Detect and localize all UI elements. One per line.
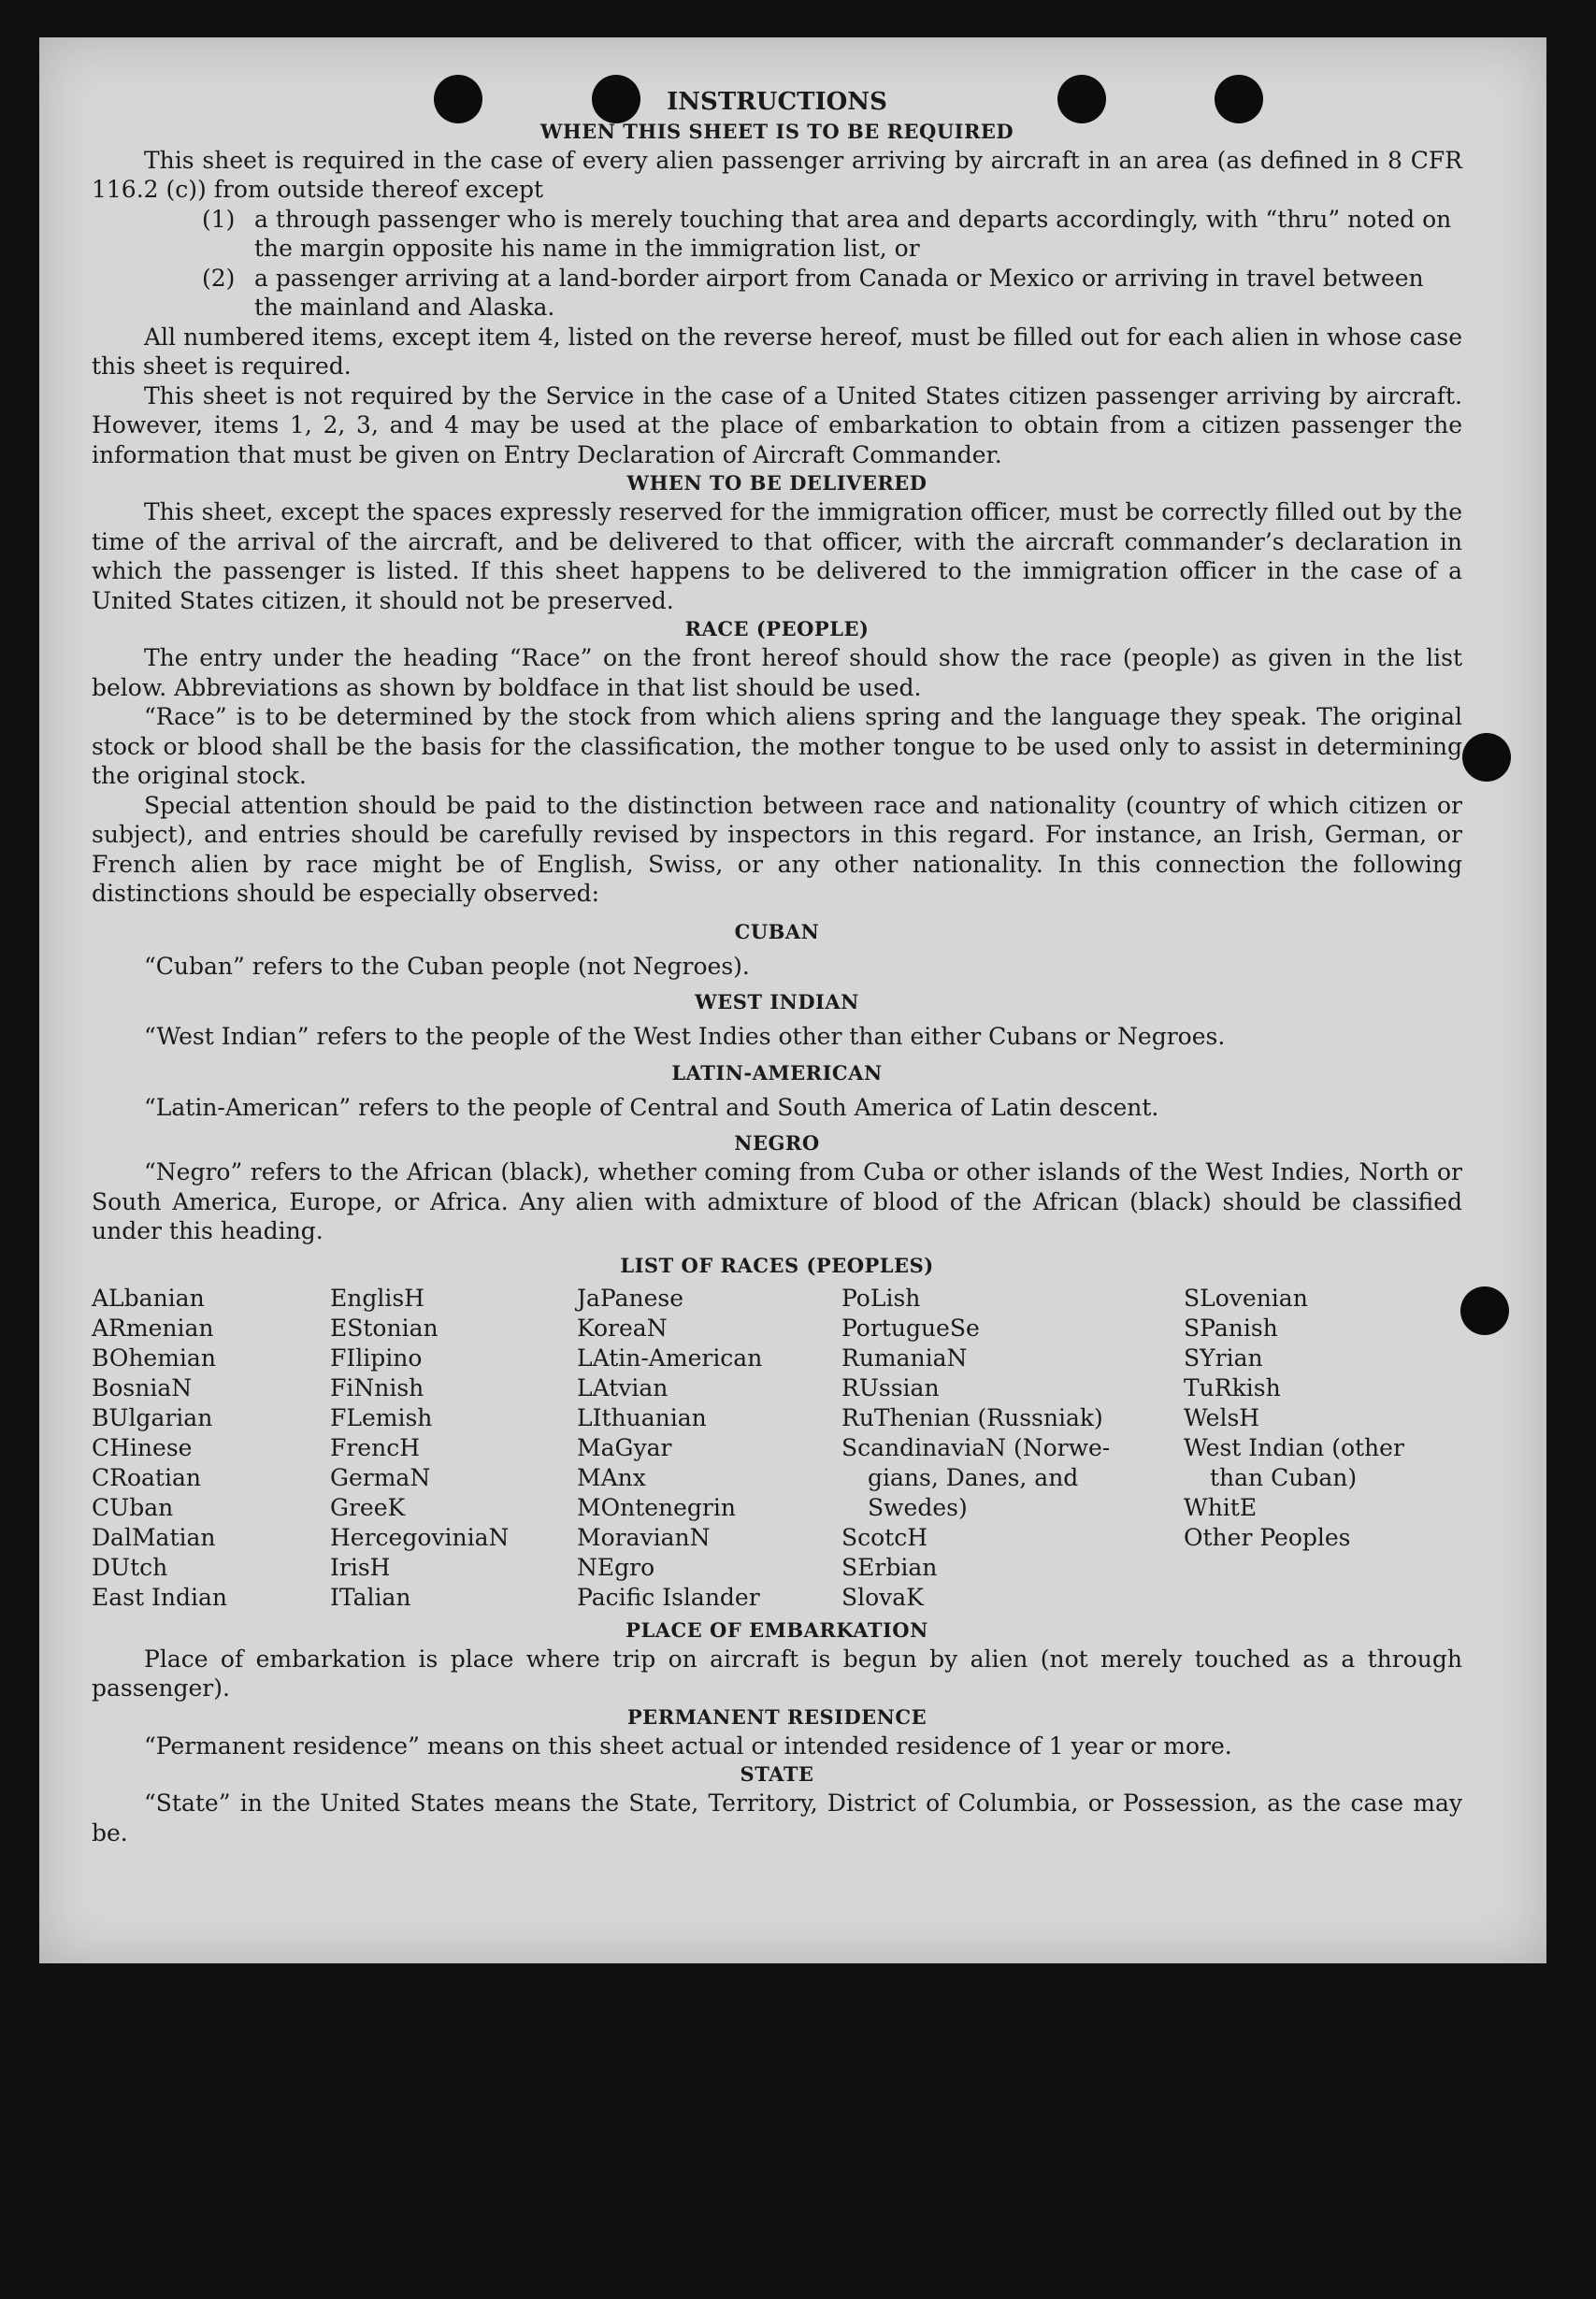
race-entry: East Indian — [92, 1583, 227, 1611]
race-entry: West Indian (other — [1184, 1433, 1404, 1461]
race-entry: SLovenian — [1184, 1284, 1308, 1312]
race-entry: EnglisH — [330, 1284, 424, 1312]
section-heading: LIST OF RACES (PEOPLES) — [620, 1253, 934, 1277]
paragraph: “Permanent residence” means on this sheet actual or intended residence of 1 year or more. — [144, 1731, 1232, 1760]
section-heading: WEST INDIAN — [695, 990, 859, 1013]
race-entry: BOhemian — [92, 1343, 216, 1372]
race-entry: CRoatian — [92, 1463, 201, 1491]
race-entry: BUlgarian — [92, 1403, 213, 1431]
punch-hole — [1460, 1286, 1509, 1335]
race-entry: MoravianN — [577, 1523, 711, 1551]
race-entry: SYrian — [1184, 1343, 1263, 1372]
item-number: (2) — [202, 264, 236, 292]
race-entry: WelsH — [1184, 1403, 1260, 1431]
paragraph: The entry under the heading “Race” on the front hereof should show the race (people) as given in the list below. Abbreviations as shown by boldface in that list should be used. — [92, 644, 1462, 701]
race-entry: DalMatian — [92, 1523, 216, 1551]
race-entry: TuRkish — [1184, 1373, 1281, 1401]
definition: “Cuban” refers to the Cuban people (not Negroes). — [144, 952, 750, 980]
list-item — [92, 205, 1462, 264]
punch-hole — [1462, 733, 1511, 782]
paragraph: This sheet, except the spaces expressly reserved for the immigration officer, must be correctly filled out by the time of the arrival of the aircraft, and be delivered to that officer, with the aircraft commander’s declaration in which the passenger is listed. If this sheet happens to be delivered to the immigration officer in the case of a United States citizen, it should not be preserved. — [92, 498, 1462, 614]
race-entry: BosniaN — [92, 1373, 193, 1401]
race-entry: Swedes) — [868, 1493, 968, 1521]
race-entry: JaPanese — [577, 1284, 684, 1312]
definition: “Negro” refers to the African (black), whether coming from Cuba or other islands of the West Indies, North or South America, Europe, or Africa. Any alien with admixture of blood of the African (black) should be classified under this heading. — [92, 1158, 1462, 1244]
race-entry: SlovaK — [841, 1583, 924, 1611]
definition: “Latin-American” refers to the people of Central and South America of Latin descent. — [144, 1093, 1159, 1121]
races-column — [841, 1284, 1184, 1613]
page-title: INSTRUCTIONS — [667, 88, 887, 116]
race-entry: LIthuanian — [577, 1403, 707, 1431]
section-heading: NEGRO — [734, 1131, 820, 1155]
item-text: a through passenger who is merely touching that area and departs accordingly, with “thru” noted on the margin opposite his name in the immigration list, or — [254, 205, 1452, 262]
paragraph: Special attention should be paid to the distinction between race and nationality (country of which citizen or subject), and entries should be carefully revised by inspectors in this regard. For instance, an Irish, German, or French alien by race might be of English, Swiss, or any other nationality. In this connection the following distinctions should be especially observed: — [92, 791, 1462, 907]
race-entry: ScandinaviaN (Norwe- — [841, 1433, 1111, 1461]
section-heading: PLACE OF EMBARKATION — [625, 1617, 928, 1642]
race-entry: ARmenian — [92, 1314, 214, 1342]
race-entry: ALbanian — [92, 1284, 205, 1312]
race-entry: RuThenian (Russniak) — [841, 1403, 1103, 1431]
races-column — [1184, 1284, 1462, 1613]
race-entry: KoreaN — [577, 1314, 668, 1342]
race-entry: EStonian — [330, 1314, 439, 1342]
races-table — [92, 1284, 1462, 1613]
race-entry: PortugueSe — [841, 1314, 980, 1342]
race-entry: gians, Danes, and — [868, 1463, 1079, 1491]
race-entry: NEgro — [577, 1553, 655, 1581]
race-entry: DUtch — [92, 1553, 168, 1581]
item-text: a passenger arriving at a land-border airport from Canada or Mexico or arriving in travel between the mainland and Alaska. — [254, 264, 1424, 321]
section-heading: WHEN TO BE DELIVERED — [626, 471, 927, 495]
race-entry: FLemish — [330, 1403, 433, 1431]
race-entry: ScotcH — [841, 1523, 928, 1551]
section-heading: CUBAN — [734, 919, 820, 943]
paragraph: All numbered items, except item 4, listed on the reverse hereof, must be filled out for each alien in whose case this sheet is required. — [92, 323, 1462, 380]
instructions-content — [92, 84, 1462, 1847]
race-entry: WhitE — [1184, 1493, 1258, 1521]
race-entry: FiNnish — [330, 1373, 424, 1401]
race-entry: Pacific Islander — [577, 1583, 760, 1611]
race-entry: FrencH — [330, 1433, 420, 1461]
paragraph: Place of embarkation is place where trip on aircraft is begun by alien (not merely touched as a through passenger). — [92, 1645, 1462, 1702]
race-entry: HercegoviniaN — [330, 1523, 510, 1551]
race-entry: PoLish — [841, 1284, 921, 1312]
races-column — [330, 1284, 577, 1613]
paragraph: This sheet is required in the case of every alien passenger arriving by aircraft in an area (as defined in 8 CFR 116.2 (c)) from outside thereof except — [92, 146, 1462, 203]
race-entry: MaGyar — [577, 1433, 672, 1461]
race-entry: IrisH — [330, 1553, 391, 1581]
race-entry: CHinese — [92, 1433, 193, 1461]
race-entry: Other Peoples — [1184, 1523, 1351, 1551]
race-entry: FIlipino — [330, 1343, 423, 1372]
race-entry: RUssian — [841, 1373, 940, 1401]
race-entry: RumaniaN — [841, 1343, 968, 1372]
races-column — [92, 1284, 330, 1613]
section-heading: PERMANENT RESIDENCE — [626, 1704, 927, 1729]
race-entry: CUban — [92, 1493, 174, 1521]
section-heading: STATE — [740, 1762, 814, 1786]
paragraph: This sheet is not required by the Service in the case of a United States citizen passenger arriving by aircraft. However, items 1, 2, 3, and 4 may be used at the place of embarkation to obtain from a citizen passenger the information that must be given on Entry Declaration of Aircraft Commander. — [92, 381, 1462, 468]
section-heading: RACE (PEOPLE) — [684, 617, 870, 640]
section-heading: WHEN THIS SHEET IS TO BE REQUIRED — [539, 119, 1014, 143]
race-entry: LAtvian — [577, 1373, 669, 1401]
race-entry: than Cuban) — [1210, 1463, 1358, 1491]
race-entry: GermaN — [330, 1463, 431, 1491]
definition: “West Indian” refers to the people of the West Indies other than either Cubans or Negroes. — [144, 1023, 1226, 1050]
list-item — [92, 264, 1462, 323]
race-entry: LAtin-American — [577, 1343, 763, 1372]
race-entry: SPanish — [1184, 1314, 1278, 1342]
race-entry: GreeK — [330, 1493, 406, 1521]
race-entry: MAnx — [577, 1463, 646, 1491]
race-entry: ITalian — [330, 1583, 411, 1611]
section-heading: LATIN-AMERICAN — [671, 1060, 883, 1085]
paragraph: “State” in the United States means the State, Territory, District of Columbia, or Possession, as the case may be. — [92, 1789, 1462, 1846]
paragraph: “Race” is to be determined by the stock from which aliens spring and the language they speak. The original stock or blood shall be the basis for the classification, the mother tongue to be used only to assist in determining the original stock. — [92, 703, 1462, 789]
item-number: (1) — [202, 205, 236, 233]
races-column — [577, 1284, 841, 1613]
race-entry: MOntenegrin — [577, 1493, 736, 1521]
race-entry: SErbian — [841, 1553, 938, 1581]
